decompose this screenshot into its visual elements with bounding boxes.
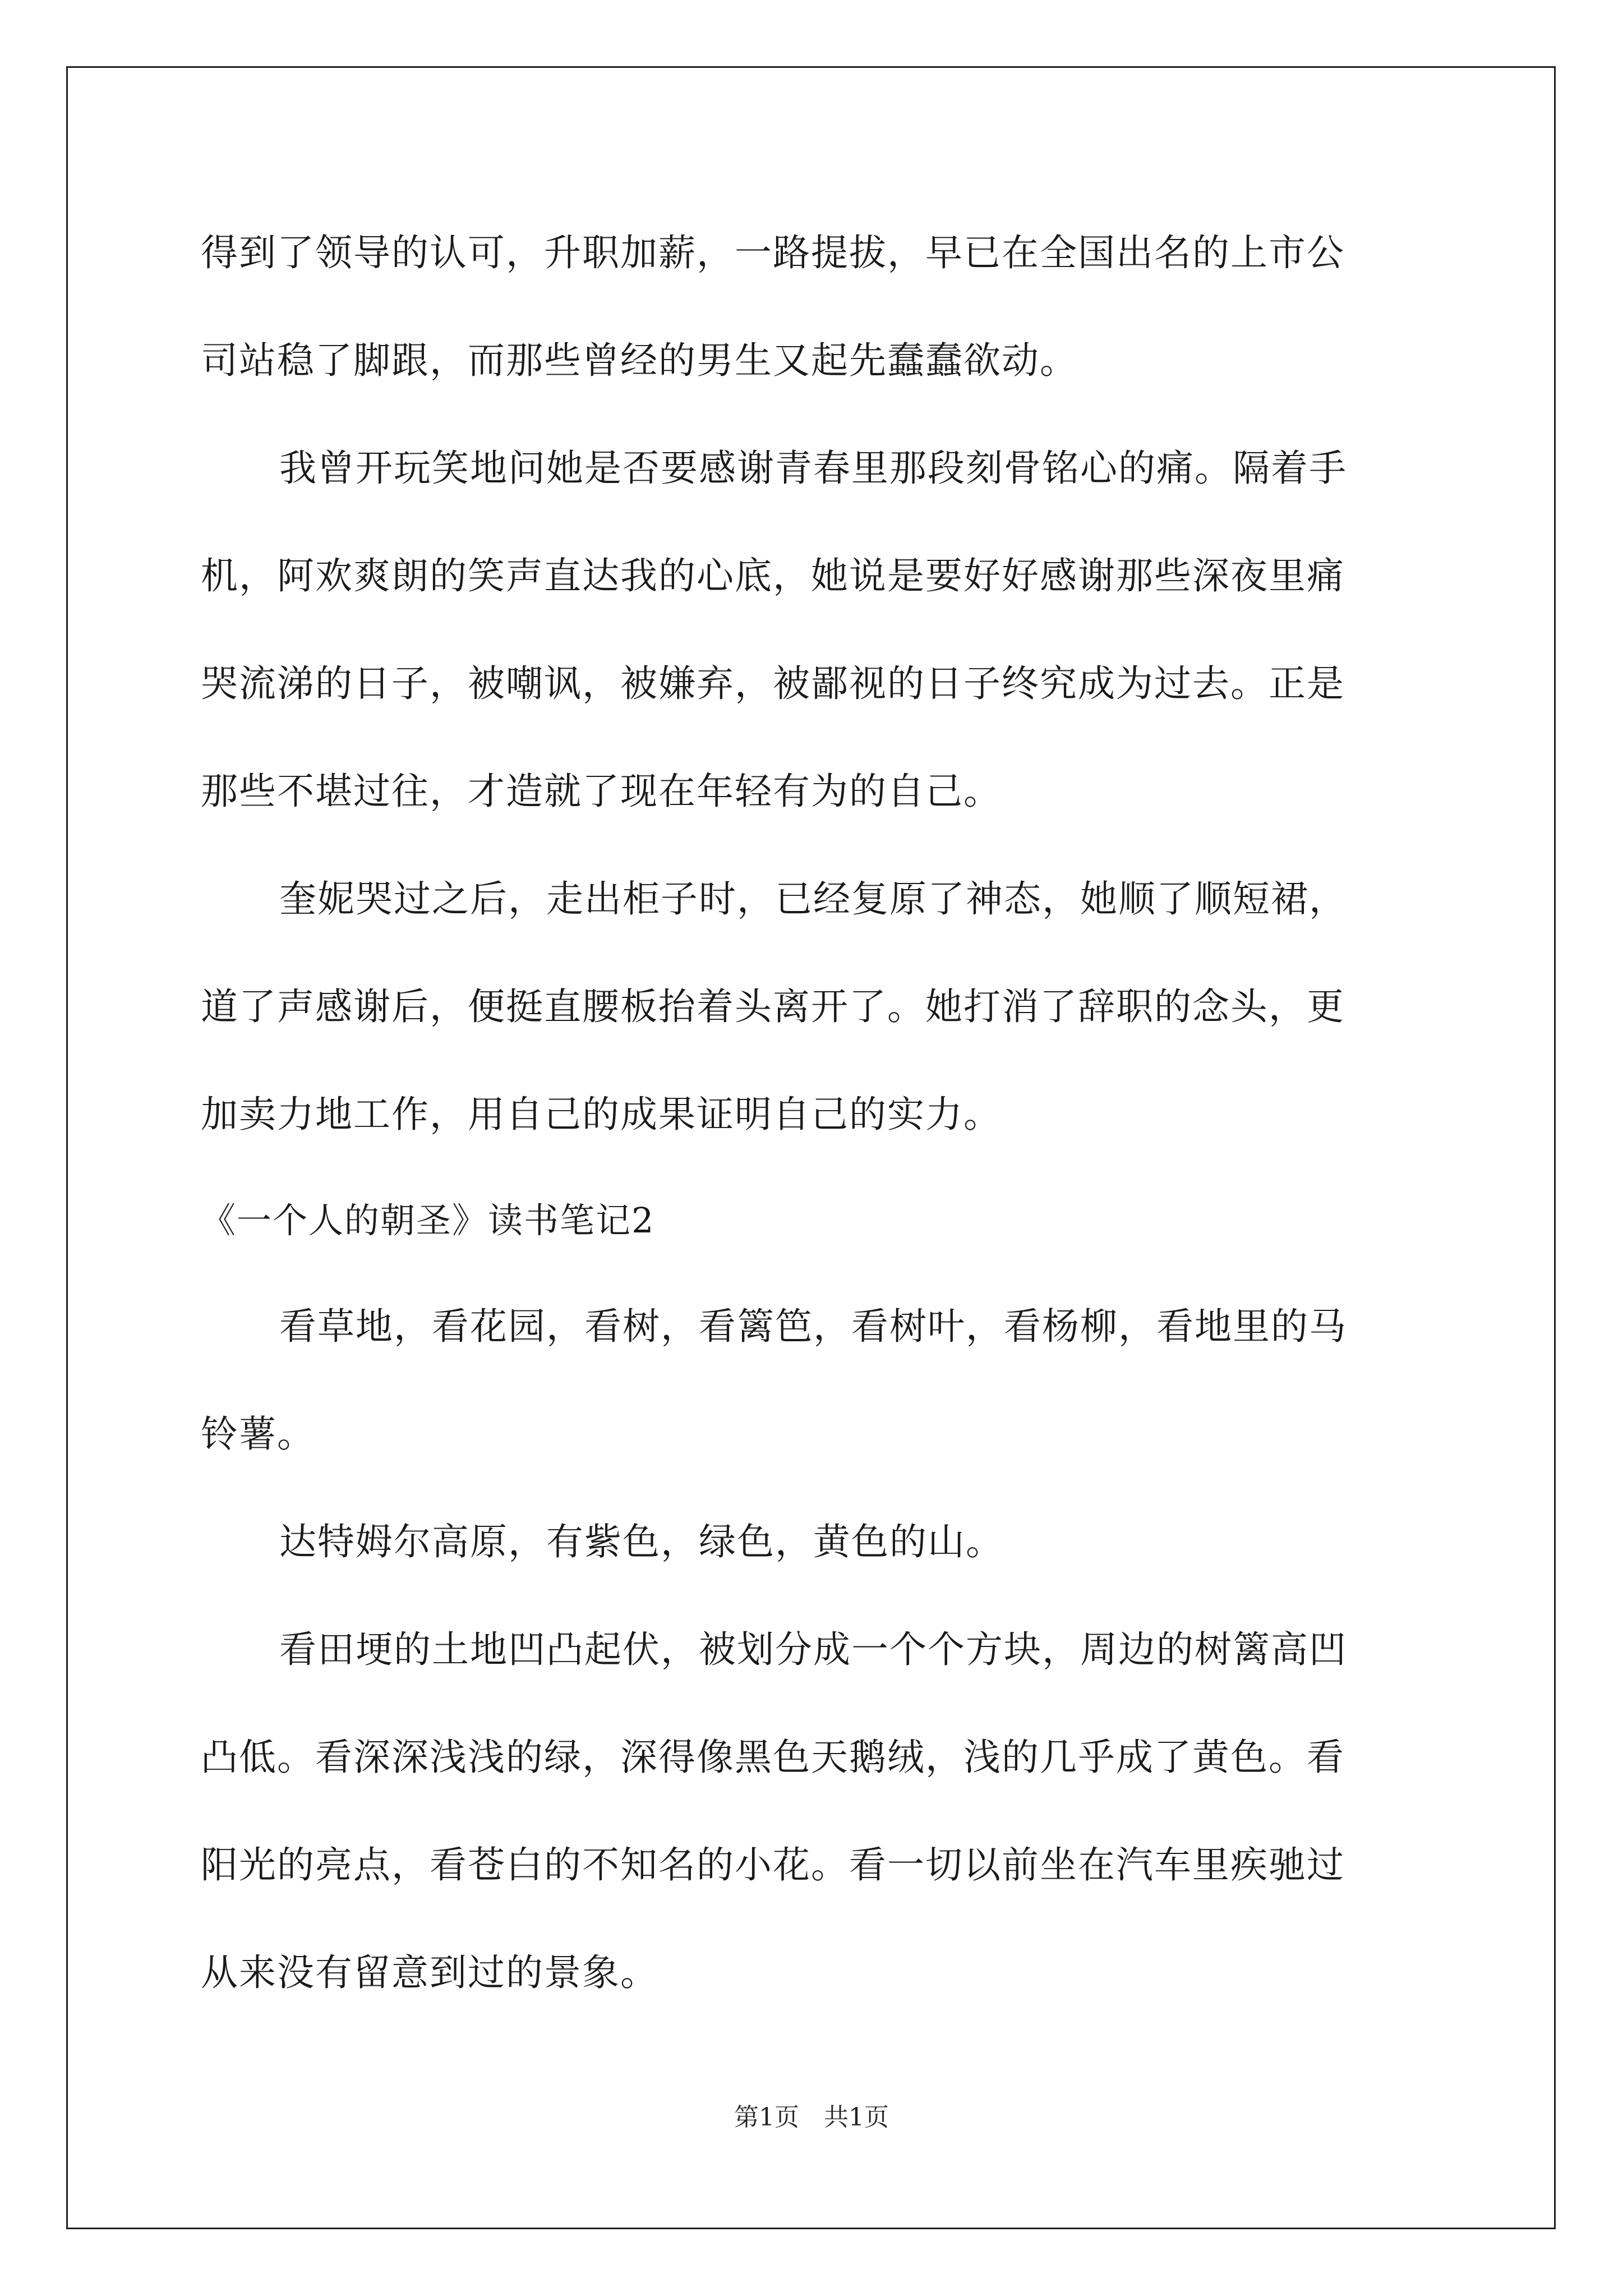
document-body bbox=[201, 199, 1429, 2027]
page-number-footer: 第1页 共1页 bbox=[734, 2103, 889, 2132]
paragraph-start: 看草地，看花园，看树，看篱笆，看树叶，看杨柳，看地里的马 bbox=[279, 1305, 1347, 1348]
paragraph-start: 达特姆尔高原，有紫色，绿色，黄色的山。 bbox=[279, 1520, 1004, 1563]
paragraph-start: 我曾开玩笑地问她是否要感谢青春里那段刻骨铭心的痛。隔着手 bbox=[279, 447, 1347, 490]
text-line: 那些不堪过往，才造就了现在年轻有为的自己。 bbox=[201, 770, 1002, 813]
text-line: 凸低。看深深浅浅的绿，深得像黑色天鹅绒，浅的几乎成了黄色。看 bbox=[201, 1736, 1345, 1779]
text-line: 得到了领导的认可，升职加薪，一路提拔，早已在全国出名的上市公 bbox=[201, 231, 1345, 274]
text-line: 从来没有留意到过的景象。 bbox=[201, 1951, 658, 1994]
text-line: 哭流涕的日子，被嘲讽，被嫌弃，被鄙视的日子终究成为过去。正是 bbox=[201, 662, 1345, 705]
paragraph-start: 奎妮哭过之后，走出柜子时，已经复原了神态，她顺了顺短裙， bbox=[279, 877, 1347, 921]
text-line: 铃薯。 bbox=[201, 1412, 315, 1456]
text-line: 阳光的亮点，看苍白的不知名的小花。看一切以前坐在汽车里疾驰过 bbox=[201, 1843, 1345, 1887]
text-line: 加卖力地工作，用自己的成果证明自己的实力。 bbox=[201, 1093, 1002, 1136]
text-line: 司站稳了脚跟，而那些曾经的男生又起先蠢蠢欲动。 bbox=[201, 339, 1078, 382]
text-line: 机，阿欢爽朗的笑声直达我的心底，她说是要好好感谢那些深夜里痛 bbox=[201, 554, 1345, 597]
paragraph-start: 看田埂的土地凹凸起伏，被划分成一个个方块，周边的树篱高凹 bbox=[279, 1628, 1347, 1671]
text-line: 道了声感谢后，便挺直腰板抬着头离开了。她打消了辞职的念头，更 bbox=[201, 985, 1345, 1028]
section-heading: 《一个人的朝圣》读书笔记2 bbox=[201, 1200, 655, 1241]
